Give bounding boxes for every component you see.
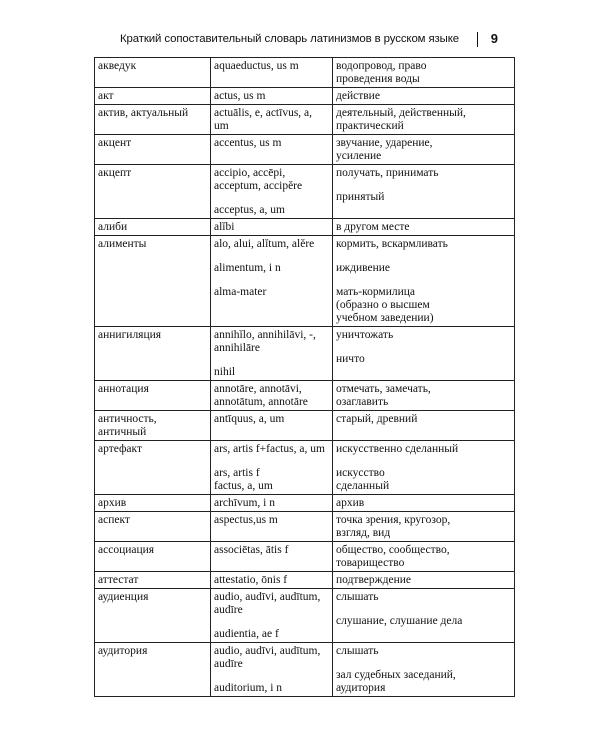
russian-term: алиби [95,219,211,236]
latin-line: nihil [214,366,236,378]
latin-source [211,589,333,643]
latin-line: accentus, us m [214,137,282,149]
meaning [333,589,515,643]
meaning [333,542,515,572]
meaning [333,495,515,512]
latin-source [211,105,333,135]
meaning-line: подтверждение [336,574,411,586]
table-row [95,58,515,88]
latin-line: audīre [214,658,243,670]
russian-term: артефакт [95,441,211,495]
russian-term: античность, античный [95,411,211,441]
meaning-line: товарищество [336,557,405,569]
meaning-line: отмечать, замечать, [336,383,431,395]
meaning [333,236,515,327]
latin-line: annotātum, annotāre [214,396,308,408]
meaning-line: точка зрения, кругозор, [336,514,451,526]
russian-term: архив [95,495,211,512]
group-gap [336,275,511,286]
latin-source [211,219,333,236]
russian-term: ассоциация [95,542,211,572]
meaning-line: в другом месте [336,221,410,233]
latin-source [211,327,333,381]
group-gap [214,671,329,682]
latin-source [211,643,333,697]
meaning-line: практический [336,120,404,132]
meaning-line: озаглавить [336,396,389,408]
latin-line: annihilāre [214,342,260,354]
latin-line: associētas, ātis f [214,544,289,556]
table-row [95,542,515,572]
group-gap [336,180,511,191]
latin-source [211,495,333,512]
latin-line: archīvum, i n [214,497,275,509]
latin-line: ars, artis f+factus, a, um [214,443,325,455]
meaning [333,512,515,542]
latin-line: actus, us m [214,90,266,102]
russian-term: аспект [95,512,211,542]
latin-line: alma-mater [214,286,267,298]
group-gap [336,251,511,262]
meaning-line: водопровод, право [336,60,427,72]
meaning-line: звучание, ударение, [336,137,433,149]
russian-term: акцепт [95,165,211,219]
table-row [95,165,515,219]
latin-line: antīquus, a, um [214,413,285,425]
table-row [95,411,515,441]
latin-line: actuālis, e, actīvus, a, um [214,107,313,132]
latin-line: accipio, accēpi, [214,167,286,179]
meaning-line: усиление [336,150,382,162]
latin-line: attestatio, ōnis f [214,574,288,586]
latin-line: auditorium, i n [214,682,283,694]
meaning-line: архив [336,497,365,509]
meaning [333,381,515,411]
russian-term: акведук [95,58,211,88]
dictionary-body [95,58,515,697]
russian-term: акцент [95,135,211,165]
dictionary-table [94,57,515,697]
group-gap [214,456,329,467]
group-gap [336,658,511,669]
group-gap [336,604,511,615]
meaning-line: уничтожать [336,329,394,341]
group-gap [336,456,511,467]
table-row [95,105,515,135]
latin-source [211,411,333,441]
latin-line: audio, audīvi, audītum, [214,591,321,603]
table-row [95,236,515,327]
latin-source [211,165,333,219]
table-row [95,495,515,512]
meaning-line: мать-кормилица [336,286,416,298]
meaning-line: старый, древний [336,413,418,425]
russian-term: аннотация [95,381,211,411]
group-gap [214,251,329,262]
meaning-line: деятельный, действенный, [336,107,466,119]
russian-term: алименты [95,236,211,327]
latin-line: alo, alui, alĭtum, alĕre [214,238,315,250]
latin-line: aquaeductus, us m [214,60,299,72]
group-gap [336,342,511,353]
latin-source [211,381,333,411]
meaning-line: искусственно сделанный [336,443,459,455]
meaning [333,441,515,495]
russian-term: акт [95,88,211,105]
meaning [333,643,515,697]
latin-source [211,542,333,572]
latin-line: annotāre, annotāvi, [214,383,302,395]
meaning-line: общество, сообщество, [336,544,450,556]
meaning-line: взгляд, вид [336,527,391,539]
meaning-line: иждивение [336,262,390,274]
table-row [95,589,515,643]
running-header [94,30,514,52]
header-title: Краткий сопоставительный словарь латинизмов в русском языке [120,33,459,45]
meaning-line: действие [336,90,380,102]
latin-line: annihĭlo, annihilāvi, -, [214,329,316,341]
group-gap [214,355,329,366]
latin-line: ars, artis f [214,467,260,479]
latin-line: alĭbi [214,221,235,233]
meaning [333,411,515,441]
russian-term: актив, актуальный [95,105,211,135]
table-row [95,512,515,542]
latin-line: aspectus,us m [214,514,278,526]
meaning [333,327,515,381]
meaning-line: ничто [336,353,365,365]
table-row [95,327,515,381]
meaning-line: получать, принимать [336,167,439,179]
latin-line: audio, audīvi, audītum, [214,645,321,657]
latin-line: acceptum, accipĕre [214,180,303,192]
page-number: 9 [490,31,498,46]
latin-source [211,88,333,105]
latin-line: factus, a, um [214,480,273,492]
meaning-line: искусство [336,467,385,479]
latin-source [211,512,333,542]
latin-line: audīre [214,604,243,616]
table-row [95,219,515,236]
meaning-line: кормить, вскармливать [336,238,448,250]
table-row [95,643,515,697]
table-row [95,381,515,411]
header-separator [477,32,478,47]
meaning-line: принятый [336,191,385,203]
meaning [333,58,515,88]
meaning-line: аудитория [336,682,386,694]
russian-term: аудиенция [95,589,211,643]
meaning [333,165,515,219]
table-row [95,572,515,589]
table-row [95,441,515,495]
table-row [95,88,515,105]
meaning-line: слышать [336,645,379,657]
meaning-line: слушание, слушание дела [336,615,463,627]
russian-term: аудитория [95,643,211,697]
latin-source [211,441,333,495]
meaning-line: (образно о высшем [336,299,430,311]
meaning [333,219,515,236]
group-gap [214,193,329,204]
latin-line: alimentum, i n [214,262,281,274]
latin-source [211,572,333,589]
russian-term: аттестат [95,572,211,589]
meaning-line: проведения воды [336,73,420,85]
meaning [333,105,515,135]
meaning-line: слышать [336,591,379,603]
meaning [333,88,515,105]
meaning-line: зал судебных заседаний, [336,669,456,681]
latin-source [211,236,333,327]
latin-line: acceptus, a, um [214,204,285,216]
latin-source [211,58,333,88]
latin-line: audientia, ae f [214,628,279,640]
meaning [333,572,515,589]
meaning-line: учебном заведении) [336,312,434,324]
russian-term: аннигиляция [95,327,211,381]
meaning [333,135,515,165]
group-gap [214,617,329,628]
group-gap [214,275,329,286]
latin-source [211,135,333,165]
meaning-line: сделанный [336,480,390,492]
table-row [95,135,515,165]
